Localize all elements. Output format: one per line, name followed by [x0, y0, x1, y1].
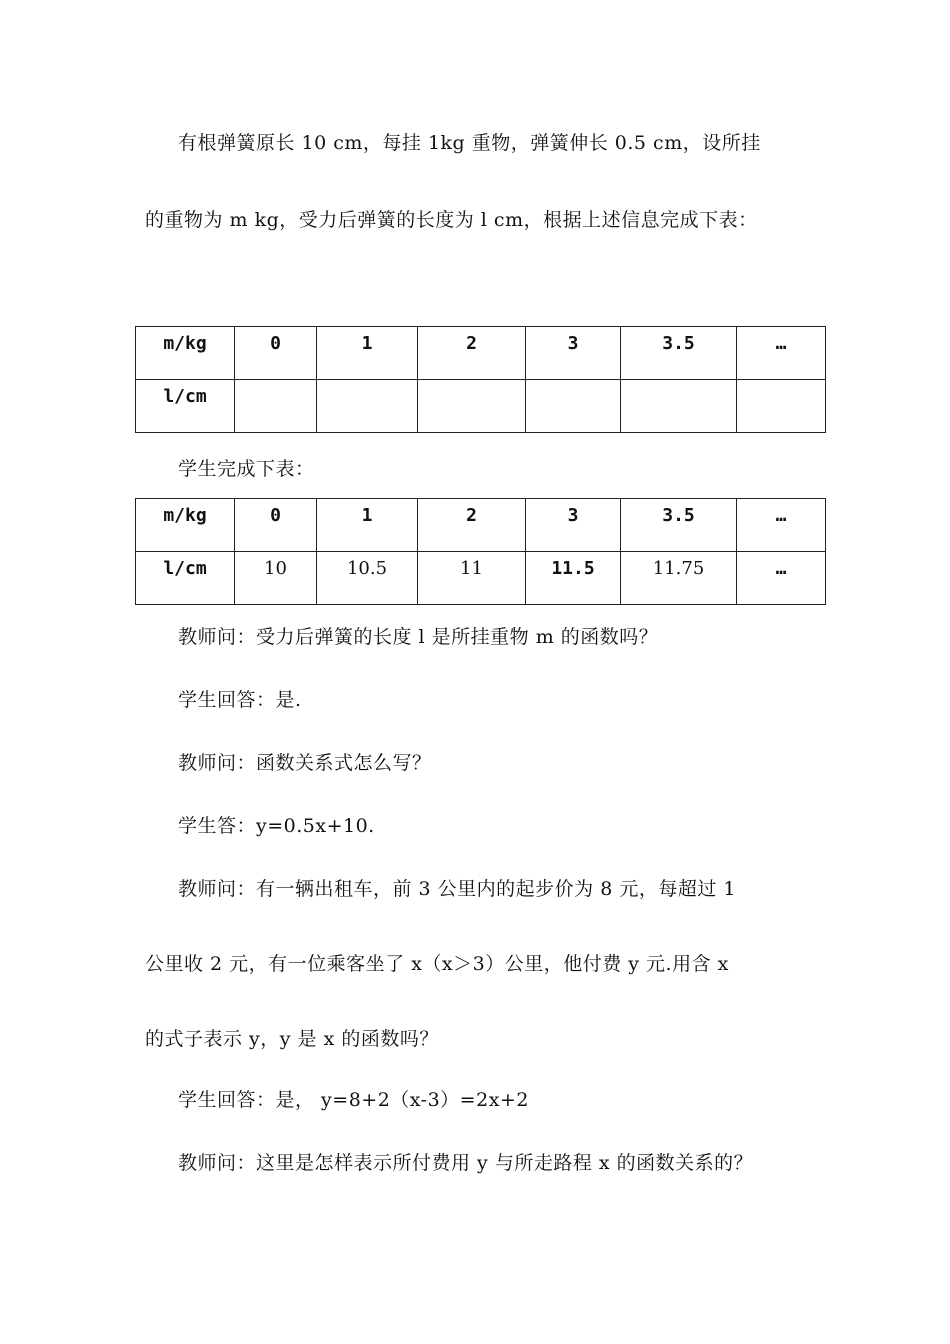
problem-text-line-1: 有根弹簧原长 10 cm，每挂 1kg 重物，弹簧伸长 0.5 cm，设所挂: [178, 132, 761, 154]
teacher-question-3-line-1: 教师问：有一辆出租车，前 3 公里内的起步价为 8 元，每超过 1: [178, 878, 736, 900]
teacher-question-2: 教师问：函数关系式怎么写？: [178, 752, 432, 774]
table-cell: 0: [235, 327, 317, 380]
table-cell: 3.5: [621, 499, 737, 552]
table-cell: 11: [418, 552, 526, 605]
table-cell: 0: [235, 499, 317, 552]
table-cell: [526, 380, 621, 433]
table-row: [136, 552, 826, 605]
table-cell: 1: [317, 327, 418, 380]
table-row: [136, 380, 826, 433]
table-cell: 1: [317, 499, 418, 552]
table-header-cell: m/kg: [136, 499, 235, 552]
table-cell: 2: [418, 499, 526, 552]
teacher-question-1: 教师问：受力后弹簧的长度 l 是所挂重物 m 的函数吗？: [178, 626, 659, 648]
spring-table-blank: [135, 326, 826, 433]
student-answer-1: 学生回答：是.: [178, 689, 302, 711]
teacher-question-4: 教师问：这里是怎样表示所付费用 y 与所走路程 x 的函数关系的？: [178, 1152, 754, 1174]
table-cell: …: [737, 552, 826, 605]
table-cell: [737, 380, 826, 433]
table-header-cell: m/kg: [136, 327, 235, 380]
table-header-cell: l/cm: [136, 380, 235, 433]
problem-text-line-2: 的重物为 m kg，受力后弹簧的长度为 l cm，根据上述信息完成下表：: [145, 209, 758, 231]
table-cell: 3: [526, 327, 621, 380]
students-complete-text: 学生完成下表：: [178, 458, 315, 480]
table-cell: [418, 380, 526, 433]
table-cell: [235, 380, 317, 433]
table-cell: 2: [418, 327, 526, 380]
table-cell: [317, 380, 418, 433]
table-cell: …: [737, 327, 826, 380]
table-cell: 11.75: [621, 552, 737, 605]
table-header-cell: l/cm: [136, 552, 235, 605]
spring-table-completed: [135, 498, 826, 605]
student-answer-2: 学生答：y=0.5x+10.: [178, 815, 375, 837]
table-cell: 10: [235, 552, 317, 605]
table-cell: 3: [526, 499, 621, 552]
table-cell: [621, 380, 737, 433]
table-cell: 10.5: [317, 552, 418, 605]
teacher-question-3-line-2: 公里收 2 元，有一位乘客坐了 x（x＞3）公里，他付费 y 元.用含 x: [145, 953, 729, 975]
table-row: [136, 499, 826, 552]
table-cell: …: [737, 499, 826, 552]
table-row: [136, 327, 826, 380]
table-cell: 11.5: [526, 552, 621, 605]
student-answer-3: 学生回答：是， y=8+2（x-3）=2x+2: [178, 1089, 529, 1111]
teacher-question-3-line-3: 的式子表示 y，y 是 x 的函数吗？: [145, 1028, 439, 1050]
table-cell: 3.5: [621, 327, 737, 380]
